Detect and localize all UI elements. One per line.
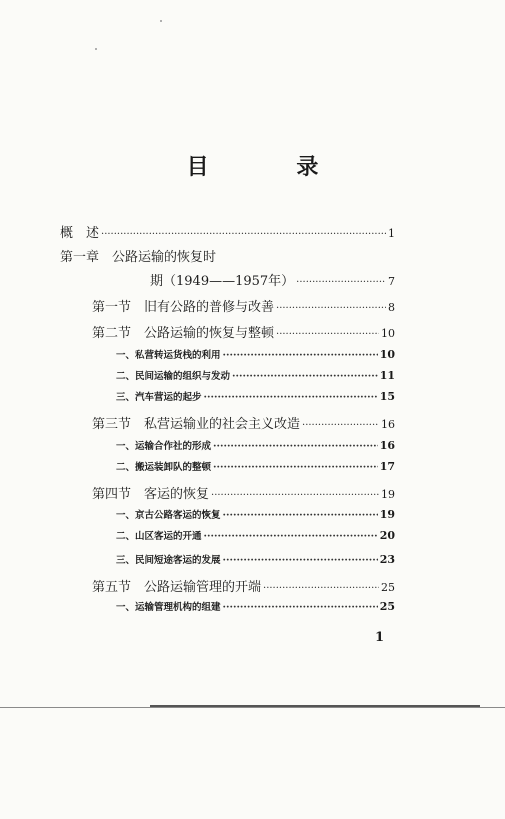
scan-speck: [95, 48, 97, 50]
dot-leader: [211, 490, 379, 501]
toc-entry-label: 第二节 公路运输的恢复与整顿: [92, 326, 275, 341]
dot-leader: [232, 371, 378, 382]
toc-entry: [92, 576, 395, 595]
toc-entry: [116, 438, 395, 452]
toc-entry-label: 一、京古公路客运的恢复: [116, 510, 221, 521]
dot-leader: [213, 462, 378, 473]
toc-entry-label: 第五节 公路运输管理的开端: [92, 580, 262, 595]
toc-entry-page: 19: [379, 508, 395, 521]
toc-entry: [116, 599, 395, 613]
toc-entry: [116, 507, 395, 521]
toc-entry: [92, 296, 395, 315]
toc-title: 目 录: [186, 155, 359, 180]
toc-entry-label: 二、山区客运的开通: [116, 531, 202, 542]
dot-leader: [204, 392, 378, 403]
toc-entry-label: 一、私营转运货栈的利用: [116, 350, 221, 361]
toc-entry-label: 二、搬运装卸队的整顿: [116, 462, 212, 473]
dot-leader: [296, 277, 386, 288]
toc-entry-label: 第一章 公路运输的恢复时: [60, 250, 217, 265]
toc-entry-label: 一、运输合作社的形成: [116, 441, 212, 452]
toc-entry-page: 20: [379, 529, 395, 542]
toc-entry-page: 1: [388, 227, 395, 240]
toc-entry: [116, 552, 395, 566]
toc-entry-label: 概 述: [60, 226, 100, 241]
toc-entry: [60, 222, 395, 241]
dot-leader: [276, 303, 386, 314]
toc-entry-page: 16: [379, 439, 395, 452]
bottom-rule-dark: [150, 705, 480, 707]
toc-entry-page: 25: [381, 581, 395, 594]
toc-entry: [116, 368, 395, 382]
bottom-rule: [0, 707, 505, 708]
toc-entry: [116, 528, 395, 542]
toc-entry: [92, 413, 395, 432]
dot-leader: [223, 350, 378, 361]
toc-entry-page: 16: [381, 418, 395, 431]
toc-entry: [60, 246, 395, 265]
toc-entry: [116, 459, 395, 473]
toc-entry-label: 第三节 私营运输业的社会主义改造: [92, 417, 301, 432]
scan-speck: [160, 20, 162, 22]
toc-entry-label: 第一节 旧有公路的普修与改善: [92, 300, 275, 315]
toc-entry-label: 一、运输管理机构的组建: [116, 602, 221, 613]
toc-entry-page: 17: [379, 460, 395, 473]
dot-leader: [263, 583, 379, 594]
toc-entry-label: 二、民间运输的组织与发动: [116, 371, 231, 382]
dot-leader: [276, 329, 379, 340]
toc-entry: [116, 389, 395, 403]
toc-entry: [150, 270, 395, 289]
toc-entry-page: 23: [379, 553, 395, 566]
toc-entry-page: 11: [379, 369, 395, 382]
toc-entry: [92, 483, 395, 502]
toc-entry-page: 10: [381, 327, 395, 340]
page-number: 1: [375, 630, 385, 645]
dot-leader: [223, 510, 378, 521]
toc-entry-page: 25: [379, 600, 395, 613]
dot-leader: [302, 420, 379, 431]
toc-entry-label: 期（1949——1957年）: [150, 274, 295, 289]
dot-leader: [213, 441, 378, 452]
dot-leader: [223, 555, 378, 566]
toc-entry-page: 10: [379, 348, 395, 361]
toc-entry-label: 三、汽车营运的起步: [116, 392, 202, 403]
dot-leader: [101, 229, 386, 240]
toc-entry-label: 三、民间短途客运的发展: [116, 555, 221, 566]
toc-entry-page: 7: [388, 275, 395, 288]
toc-entry: [92, 322, 395, 341]
toc-entry: [116, 347, 395, 361]
toc-entry-label: 第四节 客运的恢复: [92, 487, 210, 502]
dot-leader: [204, 531, 378, 542]
toc-entry-page: 15: [379, 390, 395, 403]
toc-entry-page: 8: [388, 301, 395, 314]
toc-entry-page: 19: [381, 488, 395, 501]
dot-leader: [223, 602, 378, 613]
